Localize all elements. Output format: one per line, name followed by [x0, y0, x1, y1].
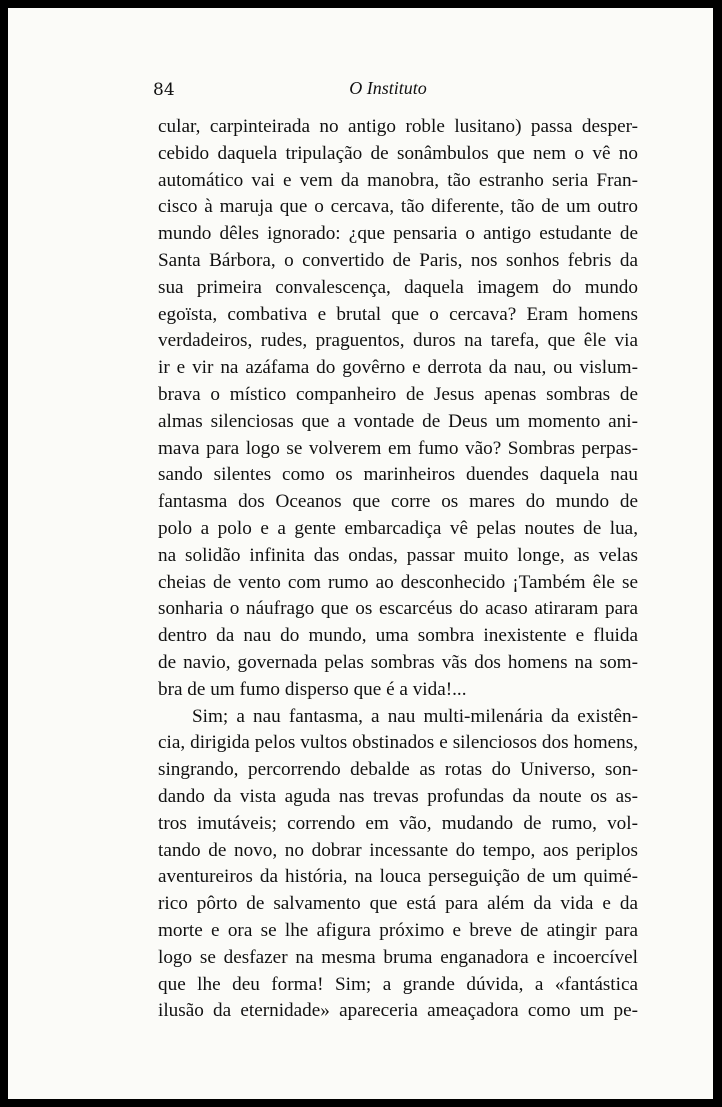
text-line: polo a polo e a gente embarcadiça vê pelas noutes de lua, — [158, 517, 638, 539]
text-line: de navio, governada pelas sombras vãs dos homens na som- — [158, 651, 638, 673]
text-line: singrando, percorrendo debalde as rotas do Universo, son- — [158, 759, 638, 781]
text-line: almas silenciosas que a vontade de Deus um momento ani- — [158, 410, 638, 432]
text-line: logo se desfazer na mesma bruma enganadora e incoercível — [158, 946, 638, 968]
page-number: 84 — [153, 80, 175, 100]
body-text — [158, 114, 638, 1025]
text-line: dando da vista aguda nas trevas profundas da noute os as- — [158, 785, 638, 807]
text-line: sua primeira convalescença, daquela imagem do mundo — [158, 276, 638, 298]
book-page — [8, 8, 713, 1099]
text-line: automático vai e vem da manobra, tão estranho seria Fran- — [158, 169, 638, 191]
text-line: ir e vir na azáfama do govêrno e derrota da nau, ou vislum- — [158, 357, 638, 379]
text-line: egoïsta, combativa e brutal que o cercava? Eram homens — [158, 303, 638, 325]
text-line: tros imutáveis; correndo em vão, mudando de rumo, vol- — [158, 812, 638, 834]
text-line: mava para logo se volverem em fumo vão? Sombras perpas- — [158, 437, 638, 459]
text-line: mundo dêles ignorado: ¿que pensaria o antigo estudante de — [158, 223, 638, 245]
text-line: sonharia o náufrago que os escarcéus do acaso atiraram para — [158, 598, 638, 620]
text-line: rico pôrto de salvamento que está para além da vida e da — [158, 893, 638, 915]
paragraph-end-line: bra de um fumo disperso que é a vida!... — [158, 678, 467, 700]
text-line: cebido daquela tripulação de sonâmbulos que nem o vê no — [158, 142, 638, 164]
text-line: cheias de vento com rumo ao desconhecido ¡Também êle se — [158, 571, 638, 593]
text-line: verdadeiros, rudes, praguentos, duros na tarefa, que êle via — [158, 330, 638, 352]
text-line: sando silentes como os marinheiros duendes daquela nau — [158, 464, 638, 486]
text-line: na solidão infinita das ondas, passar muito longe, as velas — [158, 544, 638, 566]
text-line: que lhe deu forma! Sim; a grande dúvida, a «fantástica — [158, 973, 638, 995]
text-line: morte e ora se lhe afigura próximo e breve de atingir para — [158, 919, 638, 941]
text-line: dentro da nau do mundo, uma sombra inexistente e fluida — [158, 625, 638, 647]
text-line: cular, carpinteirada no antigo roble lusitano) passa desper- — [158, 116, 638, 137]
text-line: tando de novo, no dobrar incessante do tempo, aos periplos — [158, 839, 638, 861]
text-line: fantasma dos Oceanos que corre os mares do mundo de — [158, 491, 638, 513]
paragraph-start-line: Sim; a nau fantasma, a nau multi-milenária da existên- — [192, 705, 638, 727]
running-head: O Instituto — [349, 78, 427, 98]
text-line: Santa Bárbora, o convertido de Paris, nos sonhos febris da — [158, 249, 638, 271]
text-line: cisco à maruja que o cercava, tão diferente, tão de um outro — [158, 196, 638, 218]
page-header — [8, 70, 713, 110]
text-line: cia, dirigida pelos vultos obstinados e silenciosos dos homens, — [158, 732, 638, 754]
text-line: brava o místico companheiro de Jesus apenas sombras de — [158, 383, 638, 405]
text-line: aventureiros da história, na louca perseguição de um quimé- — [158, 866, 638, 888]
text-line: ilusão da eternidade» apareceria ameaçadora como um pe- — [158, 1000, 638, 1022]
